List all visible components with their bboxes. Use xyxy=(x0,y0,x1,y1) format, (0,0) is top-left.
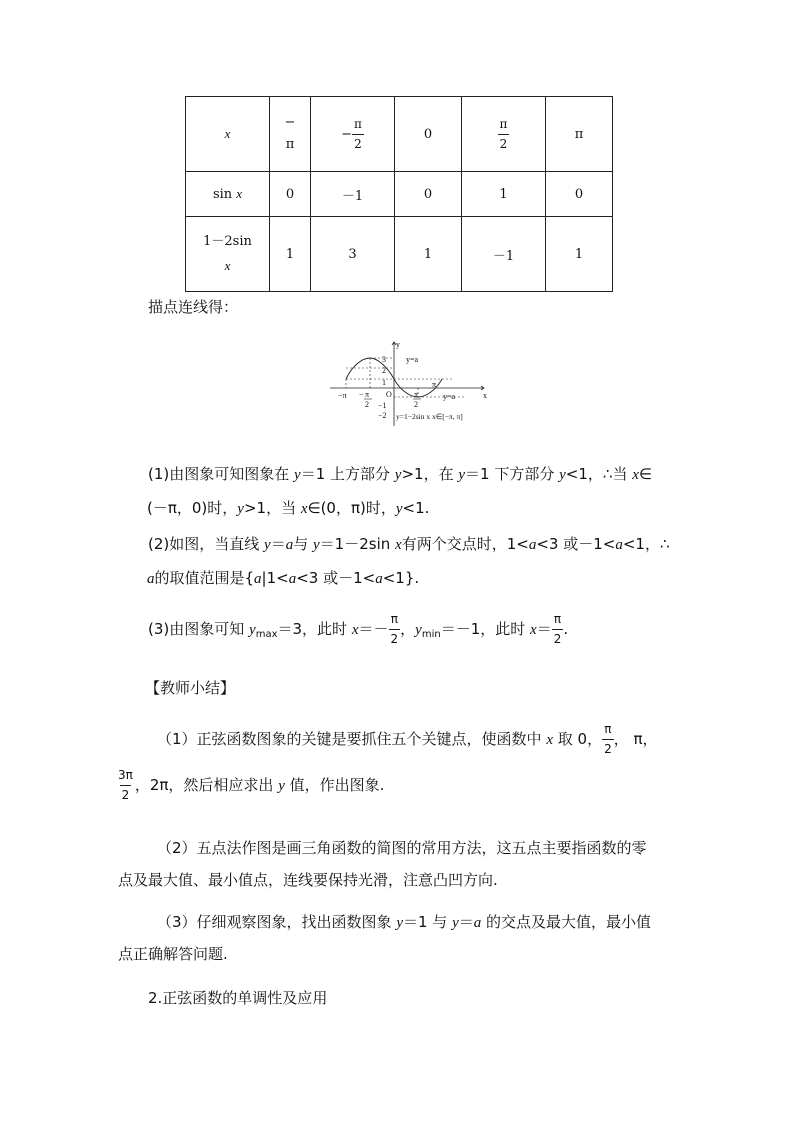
text: 的交点及最大值，最小值 xyxy=(481,913,652,931)
table-cell: －1 xyxy=(462,217,546,292)
var: y xyxy=(237,501,244,517)
text: ＝1 下方部分 xyxy=(465,465,560,483)
para2-line2 xyxy=(147,562,678,596)
frac-num: π xyxy=(354,116,362,131)
var: x xyxy=(351,622,359,638)
text: ＝ xyxy=(458,913,474,931)
table-cell xyxy=(311,97,395,172)
var: a xyxy=(285,537,294,553)
var: y xyxy=(249,622,256,638)
table-cell: 0 xyxy=(270,172,311,217)
var: x xyxy=(300,501,308,517)
var: x xyxy=(395,537,402,553)
var: y xyxy=(278,778,285,794)
text: ∈(0，π)时， xyxy=(307,499,396,517)
var: a xyxy=(147,571,155,587)
x-tick-pi: π xyxy=(432,380,437,389)
summary-title: 【教师小结】 xyxy=(145,679,236,697)
var: x xyxy=(632,467,639,483)
table-cell xyxy=(186,97,270,172)
table-row xyxy=(186,217,613,292)
var: y xyxy=(458,467,466,483)
fraction xyxy=(552,612,564,647)
var: y xyxy=(559,467,566,483)
x-axis-label: x xyxy=(483,391,487,400)
table-cell: 0 xyxy=(546,172,613,217)
x-tick-frac-den: 2 xyxy=(414,400,418,409)
var: a xyxy=(288,571,297,587)
fraction xyxy=(498,117,510,152)
text: 有两个交点时，1< xyxy=(401,535,529,553)
table-cell: 1 xyxy=(462,172,546,217)
frac-den: 2 xyxy=(389,629,401,647)
text: 与 xyxy=(293,535,313,553)
var: x xyxy=(530,622,537,638)
summary-2-line2: 点及最大值、最小值点，连线要保持光滑，注意凸凹方向. xyxy=(118,871,498,889)
text: 值，作出图象. xyxy=(284,776,385,794)
text: (－π，0)时， xyxy=(147,499,238,517)
table-cell xyxy=(462,97,546,172)
frac-num: π xyxy=(499,116,508,131)
x-tick-neg-pi: −π xyxy=(338,391,347,400)
table-cell: 0 xyxy=(395,97,462,172)
subscript: min xyxy=(421,629,441,640)
var: y xyxy=(415,622,422,638)
var: y xyxy=(294,467,301,483)
text: <3 或－1< xyxy=(536,535,616,553)
text: <1，∴当 xyxy=(565,465,633,483)
var: a xyxy=(375,571,383,587)
text: ∈ xyxy=(638,465,652,483)
text: ＝ xyxy=(270,535,286,553)
header-label: x xyxy=(224,126,231,141)
text: >1，当 xyxy=(243,499,301,517)
text: <3 或－1< xyxy=(296,569,376,587)
var: y xyxy=(394,467,402,483)
table-cell: 0 xyxy=(395,172,462,217)
summary-1-line2 xyxy=(116,768,384,803)
text: >1，在 xyxy=(401,465,459,483)
var: a xyxy=(254,571,262,587)
text: 取 0， xyxy=(553,730,603,748)
var: a xyxy=(615,537,623,553)
values-table xyxy=(185,96,613,292)
x-tick-frac-num: π xyxy=(414,390,419,399)
table-cell xyxy=(186,172,270,217)
var: y xyxy=(264,537,271,553)
table-cell: 1 xyxy=(270,217,311,292)
var: a xyxy=(473,915,482,931)
graph-caption: 描点连线得： xyxy=(148,298,239,316)
graph-equation: y=1−2sin x x∈[−π, π] xyxy=(396,412,463,421)
y-tick-1: 1 xyxy=(382,378,386,387)
subscript: max xyxy=(255,629,278,640)
text: <1}. xyxy=(382,569,420,587)
table-cell: 1 xyxy=(546,217,613,292)
table-cell xyxy=(270,97,311,172)
x-tick-frac-den: 2 xyxy=(365,400,369,409)
text: ， xyxy=(400,620,416,638)
summary-3-line2: 点正确解答问题. xyxy=(118,945,228,963)
paragraph-3 xyxy=(148,612,568,650)
fraction xyxy=(352,117,364,152)
text: (2)如图，当直线 xyxy=(148,535,265,553)
text: ，2π，然后相应求出 xyxy=(134,776,279,794)
fraction xyxy=(602,722,614,757)
frac-den: 2 xyxy=(352,134,364,152)
para1-line1 xyxy=(148,458,678,492)
var: y xyxy=(396,915,403,931)
text: (3)由图象可知 xyxy=(148,620,250,638)
text: ＝1 与 xyxy=(403,913,453,931)
paragraph-2 xyxy=(148,528,678,596)
var: y xyxy=(395,501,403,517)
table-cell: 1 xyxy=(395,217,462,292)
table-row xyxy=(186,97,613,172)
frac-num: 3π xyxy=(118,768,133,782)
frac-num: π xyxy=(604,722,612,736)
var: y xyxy=(452,915,459,931)
frac-num: π xyxy=(390,612,398,626)
neg-sign: − xyxy=(284,115,296,130)
y-tick-neg-1: −1 xyxy=(378,401,387,410)
row-label: 1－2sin xyxy=(203,234,252,249)
para2-line1 xyxy=(148,528,678,562)
text: ＝ xyxy=(536,620,552,638)
text: ＝1－2sin xyxy=(319,535,396,553)
text: <1，∴ xyxy=(622,535,670,553)
text: |1< xyxy=(261,569,289,587)
text: ＝－1，此时 xyxy=(440,620,530,638)
frac-num: π xyxy=(553,612,562,626)
text: . xyxy=(563,620,569,638)
frac-den: 2 xyxy=(552,629,564,647)
origin-label: O xyxy=(386,390,392,399)
text: (1)由图象可知图象在 xyxy=(148,465,295,483)
table-row xyxy=(186,172,613,217)
y-tick-3: 3 xyxy=(382,355,386,364)
para1-line2 xyxy=(147,492,678,526)
frac-den: 2 xyxy=(120,785,132,803)
section-title: 2.正弦函数的单调性及应用 xyxy=(148,989,328,1007)
pi-symbol: π xyxy=(285,137,295,152)
text: （1）正弦函数图象的关键是要抓住五个关键点，使函数中 xyxy=(157,730,547,748)
summary-1-line1 xyxy=(157,722,658,757)
text: ＝3，此时 xyxy=(277,620,352,638)
y-tick-2: 2 xyxy=(382,366,386,375)
text: （3）仔细观察图象，找出函数图象 xyxy=(157,913,397,931)
x-tick-frac-num: π xyxy=(365,390,370,399)
row-label-var: x xyxy=(224,258,231,273)
frac-den: 2 xyxy=(498,134,510,152)
var: y xyxy=(313,537,320,553)
fraction xyxy=(389,612,401,647)
text: ， π， xyxy=(613,730,658,748)
fraction xyxy=(116,768,135,803)
neg-sign: − xyxy=(341,126,352,142)
row-label: sin xyxy=(212,187,233,202)
text: <1. xyxy=(402,499,430,517)
frac-den: 2 xyxy=(602,739,614,757)
table-cell: π xyxy=(546,97,613,172)
summary-2-line1: （2）五点法作图是画三角函数的简图的常用方法，这五点主要指函数的零 xyxy=(157,839,647,857)
text: ＝－ xyxy=(358,620,389,638)
label-y-a-top: y=a xyxy=(406,355,419,364)
x-tick-neg-sign: − xyxy=(359,390,364,399)
y-axis-label: y xyxy=(396,340,400,349)
table-cell: －1 xyxy=(311,172,395,217)
y-tick-neg-2: −2 xyxy=(378,411,387,420)
function-graph xyxy=(326,338,501,428)
table-cell: 3 xyxy=(311,217,395,292)
text: 的取值范围是{ xyxy=(154,569,255,587)
var: a xyxy=(528,537,537,553)
table-cell xyxy=(186,217,270,292)
var: x xyxy=(546,732,553,748)
row-label-var: x xyxy=(236,186,243,201)
paragraph-1 xyxy=(148,458,678,526)
label-y-a-bottom: y=a xyxy=(443,392,456,401)
summary-3-line1 xyxy=(157,906,651,939)
text: ＝1 上方部分 xyxy=(300,465,395,483)
